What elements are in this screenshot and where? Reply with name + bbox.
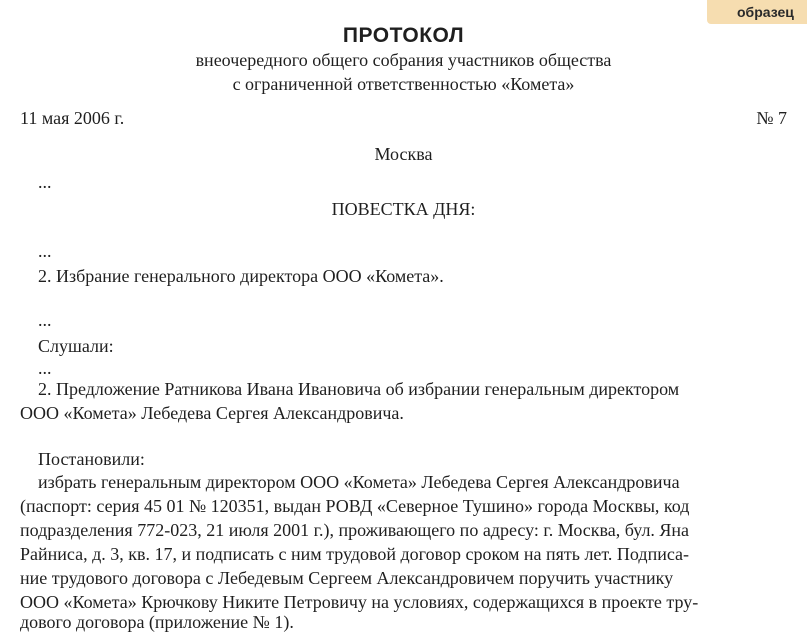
agenda-heading: ПОВЕСТКА ДНЯ: bbox=[331, 199, 476, 219]
resolution-line-7: дового договора (приложение № 1). bbox=[20, 612, 294, 632]
subtitle-line-1: внеочередного общего собрания участников общества bbox=[195, 50, 612, 70]
sample-badge: образец bbox=[707, 0, 807, 24]
ellipsis-1: ... bbox=[38, 172, 52, 192]
document-date: 11 мая 2006 г. bbox=[20, 108, 125, 128]
heard-label: Слушали: bbox=[38, 336, 114, 356]
heard-item-line-2: ООО «Комета» Лебедева Сергея Александровича. bbox=[20, 403, 404, 423]
document-number: № 7 bbox=[756, 108, 787, 128]
ellipsis-3: ... bbox=[38, 310, 52, 330]
resolution-line-6: ООО «Комета» Крючкову Никите Петровичу на условиях, содержащихся в проекте тру- bbox=[20, 592, 699, 612]
document-city: Москва bbox=[374, 144, 433, 164]
resolution-line-3: подразделения 772-023, 21 июля 2001 г.), проживающего по адресу: г. Москва, бул. Яна bbox=[20, 520, 690, 540]
resolution-line-2: (паспорт: серия 45 01 № 120351, выдан РОВД «Северное Тушино» города Москвы, код bbox=[20, 496, 690, 516]
resolution-line-4: Райниса, д. 3, кв. 17, и подписать с ним трудовой договор сроком на пять лет. Подписа- bbox=[20, 544, 690, 564]
subtitle-line-2: с ограниченной ответственностью «Комета» bbox=[232, 74, 575, 94]
resolved-label: Постановили: bbox=[38, 449, 145, 469]
agenda-item-2: 2. Избрание генерального директора ООО «Комета». bbox=[38, 266, 444, 286]
document-title: ПРОТОКОЛ bbox=[342, 24, 465, 47]
ellipsis-4: ... bbox=[38, 358, 52, 378]
ellipsis-2: ... bbox=[38, 241, 52, 261]
resolution-line-5: ние трудового договора с Лебедевым Сергеем Александровичем поручить участнику bbox=[20, 568, 674, 588]
heard-item-line-1: 2. Предложение Ратникова Ивана Ивановича об избрании генеральным директором bbox=[38, 379, 680, 399]
resolution-line-1: избрать генеральным директором ООО «Комета» Лебедева Сергея Александровича bbox=[38, 472, 680, 492]
